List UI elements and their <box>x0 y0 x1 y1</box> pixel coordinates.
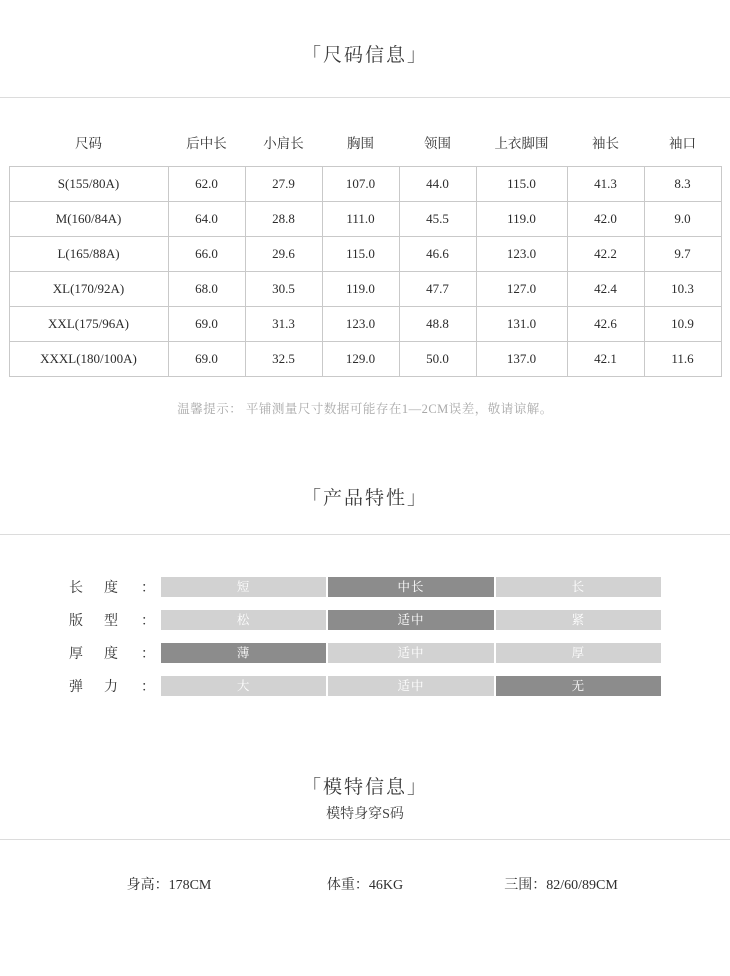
cell-sleeve-length: 41.3 <box>567 167 644 202</box>
cell-size: XXXL(180/100A) <box>9 342 168 377</box>
cell-cuff: 11.6 <box>644 342 721 377</box>
feature-option-selected[interactable]: 中长 <box>328 577 493 597</box>
feature-option[interactable]: 松 <box>161 610 326 630</box>
feature-label-char: 型 <box>104 614 118 629</box>
feature-options-thickness <box>161 643 661 663</box>
column-header-cuff: 袖口 <box>669 136 696 151</box>
feature-label-char: 长 <box>69 581 83 596</box>
table-row <box>9 167 721 202</box>
cell-cuff: 10.9 <box>644 307 721 342</box>
cell-shoulder: 30.5 <box>245 272 322 307</box>
cell-shoulder: 28.8 <box>245 202 322 237</box>
column-header-hem: 上衣脚围 <box>494 136 549 151</box>
column-header-back-length: 后中长 <box>186 136 227 151</box>
product-features-title: 「产品特性」 <box>301 488 428 509</box>
cell-cuff: 9.0 <box>644 202 721 237</box>
cell-bust: 119.0 <box>322 272 399 307</box>
size-info-title: 「尺码信息」 <box>301 45 428 66</box>
feature-label-char: 力 <box>104 680 118 695</box>
cell-shoulder: 31.3 <box>245 307 322 342</box>
cell-back-length: 68.0 <box>168 272 245 307</box>
cell-back-length: 62.0 <box>168 167 245 202</box>
model-stat-weight-value: 46KG <box>368 878 404 893</box>
model-stat-weight <box>267 874 463 894</box>
size-table <box>9 124 722 377</box>
cell-size: XL(170/92A) <box>9 272 168 307</box>
cell-hem: 127.0 <box>476 272 567 307</box>
cell-hem: 137.0 <box>476 342 567 377</box>
measurement-note: 温馨提示： 平铺测量尺寸数据可能存在1—2CM误差，敬请谅解。 <box>177 402 553 416</box>
cell-shoulder: 29.6 <box>245 237 322 272</box>
feature-options-elasticity <box>161 676 661 696</box>
feature-option[interactable]: 紧 <box>496 610 661 630</box>
feature-option[interactable]: 短 <box>161 577 326 597</box>
cell-back-length: 69.0 <box>168 307 245 342</box>
model-stat-measurements-label: 三围： <box>504 878 547 893</box>
feature-label-char: 弹 <box>69 680 83 695</box>
feature-option[interactable]: 厚 <box>496 643 661 663</box>
table-header-row <box>9 124 721 167</box>
feature-row-length <box>69 577 661 597</box>
model-stat-measurements <box>463 874 659 894</box>
cell-collar: 47.7 <box>399 272 476 307</box>
feature-row-fit <box>69 610 661 630</box>
cell-collar: 50.0 <box>399 342 476 377</box>
cell-cuff: 10.3 <box>644 272 721 307</box>
cell-back-length: 66.0 <box>168 237 245 272</box>
cell-size: S(155/80A) <box>9 167 168 202</box>
feature-option[interactable]: 长 <box>496 577 661 597</box>
feature-option-selected[interactable]: 薄 <box>161 643 326 663</box>
feature-label-colon: ： <box>141 581 155 596</box>
column-header-collar: 领围 <box>424 136 451 151</box>
table-row <box>9 307 721 342</box>
cell-hem: 119.0 <box>476 202 567 237</box>
feature-option[interactable]: 适中 <box>328 676 493 696</box>
cell-size: L(165/88A) <box>9 237 168 272</box>
cell-back-length: 64.0 <box>168 202 245 237</box>
feature-options-length <box>161 577 661 597</box>
table-row <box>9 272 721 307</box>
cell-back-length: 69.0 <box>168 342 245 377</box>
cell-shoulder: 27.9 <box>245 167 322 202</box>
feature-label-colon: ： <box>141 614 155 629</box>
model-stat-measurements-value: 82/60/89CM <box>546 878 618 893</box>
column-header-sleeve-length: 袖长 <box>592 136 619 151</box>
cell-sleeve-length: 42.0 <box>567 202 644 237</box>
model-stats <box>0 840 730 894</box>
model-stat-weight-label: 体重： <box>326 878 369 893</box>
column-header-bust: 胸围 <box>347 136 374 151</box>
cell-sleeve-length: 42.2 <box>567 237 644 272</box>
feature-label-char: 厚 <box>69 647 83 662</box>
cell-sleeve-length: 42.1 <box>567 342 644 377</box>
feature-label-length <box>69 577 161 597</box>
model-info-title: 「模特信息」 <box>301 777 428 798</box>
product-features-section <box>0 483 730 696</box>
cell-bust: 111.0 <box>322 202 399 237</box>
model-stat-height <box>71 874 267 894</box>
cell-bust: 129.0 <box>322 342 399 377</box>
feature-label-fit <box>69 610 161 630</box>
model-stat-height-label: 身高： <box>126 878 169 893</box>
feature-option-selected[interactable]: 无 <box>496 676 661 696</box>
cell-bust: 107.0 <box>322 167 399 202</box>
feature-label-char: 版 <box>69 614 83 629</box>
table-row <box>9 202 721 237</box>
cell-size: XXL(175/96A) <box>9 307 168 342</box>
feature-label-char: 度 <box>104 647 118 662</box>
feature-option-selected[interactable]: 适中 <box>328 610 493 630</box>
feature-option[interactable]: 适中 <box>328 643 493 663</box>
model-info-section <box>0 772 730 894</box>
feature-label-colon: ： <box>141 647 155 662</box>
cell-hem: 123.0 <box>476 237 567 272</box>
feature-options-fit <box>161 610 661 630</box>
feature-row-elasticity <box>69 676 661 696</box>
column-header-shoulder: 小肩长 <box>263 136 304 151</box>
cell-hem: 115.0 <box>476 167 567 202</box>
cell-cuff: 9.7 <box>644 237 721 272</box>
model-stat-height-value: 178CM <box>168 878 212 893</box>
cell-collar: 46.6 <box>399 237 476 272</box>
table-row <box>9 237 721 272</box>
feature-row-thickness <box>69 643 661 663</box>
feature-label-colon: ： <box>141 680 155 695</box>
cell-collar: 44.0 <box>399 167 476 202</box>
cell-bust: 115.0 <box>322 237 399 272</box>
feature-rows <box>69 535 661 696</box>
cell-shoulder: 32.5 <box>245 342 322 377</box>
feature-option[interactable]: 大 <box>161 676 326 696</box>
cell-size: M(160/84A) <box>9 202 168 237</box>
cell-sleeve-length: 42.6 <box>567 307 644 342</box>
table-row <box>9 342 721 377</box>
cell-hem: 131.0 <box>476 307 567 342</box>
cell-collar: 45.5 <box>399 202 476 237</box>
feature-label-thickness <box>69 643 161 663</box>
feature-label-char: 度 <box>104 581 118 596</box>
model-wearing-size: 模特身穿S码 <box>326 807 404 822</box>
cell-collar: 48.8 <box>399 307 476 342</box>
cell-cuff: 8.3 <box>644 167 721 202</box>
cell-bust: 123.0 <box>322 307 399 342</box>
cell-sleeve-length: 42.4 <box>567 272 644 307</box>
column-header-size: 尺码 <box>75 136 102 151</box>
size-info-section <box>0 0 730 417</box>
divider-top-size <box>0 97 730 98</box>
feature-label-elasticity <box>69 676 161 696</box>
